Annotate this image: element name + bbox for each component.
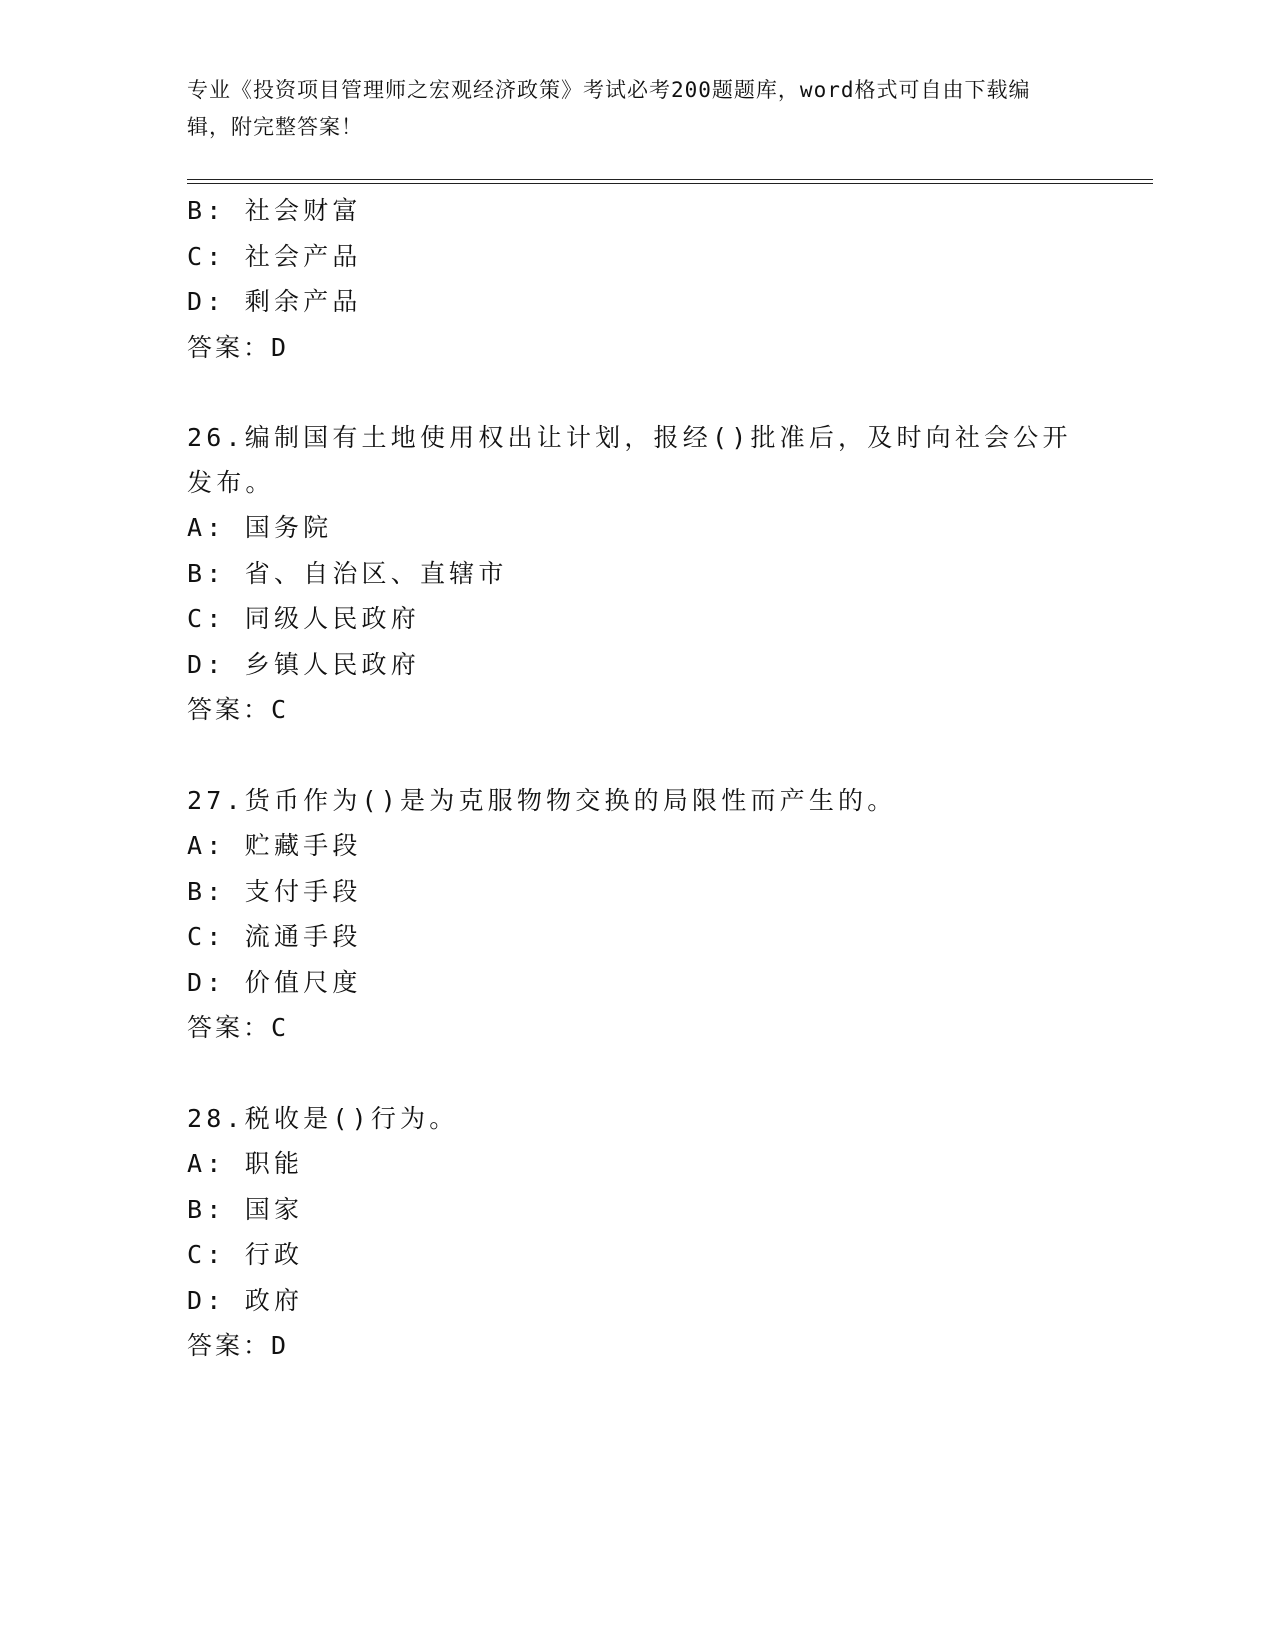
header-divider-bottom [187, 183, 1153, 184]
spacer [187, 370, 1087, 415]
option-a: A: 贮藏手段 [187, 831, 362, 860]
answer-line: 答案：C [187, 695, 290, 724]
answer-line: 答案：D [187, 1331, 290, 1360]
option-c: C: 流通手段 [187, 922, 362, 951]
answer-line: 答案：D [187, 332, 290, 362]
question-26 [187, 415, 1087, 733]
document-header: 专业《投资项目管理师之宏观经济政策》考试必考200题题库，word格式可自由下载编辑，附完整答案！ [187, 78, 1031, 139]
option-b: B: 省、自治区、直辖市 [187, 558, 508, 588]
header-divider-top [187, 179, 1153, 180]
option-b: B: 国家 [187, 1194, 304, 1224]
option-c: C: 同级人民政府 [187, 604, 420, 633]
option-c: C: 社会产品 [187, 241, 362, 271]
answer-line: 答案：C [187, 1013, 290, 1042]
question-stem: 26.编制国有土地使用权出让计划，报经()批准后，及时向社会公开发布。 [187, 423, 1072, 497]
option-a: A: 职能 [187, 1149, 304, 1178]
option-d: D: 剩余产品 [187, 287, 362, 316]
question-28 [187, 1096, 1087, 1369]
question-list [187, 188, 1087, 1369]
option-b: B: 支付手段 [187, 876, 362, 906]
carryover-question [187, 188, 1087, 370]
question-stem: 27.货币作为()是为克服物物交换的局限性而产生的。 [187, 785, 897, 815]
spacer [187, 733, 1087, 778]
question-stem: 28.税收是()行为。 [187, 1103, 459, 1133]
option-b: B: 社会财富 [187, 196, 362, 225]
option-d: D: 政府 [187, 1285, 304, 1315]
option-d: D: 价值尺度 [187, 967, 362, 997]
option-a: A: 国务院 [187, 513, 333, 542]
question-27 [187, 778, 1087, 1051]
spacer [187, 1051, 1087, 1096]
option-c: C: 行政 [187, 1240, 304, 1269]
option-d: D: 乡镇人民政府 [187, 649, 420, 679]
